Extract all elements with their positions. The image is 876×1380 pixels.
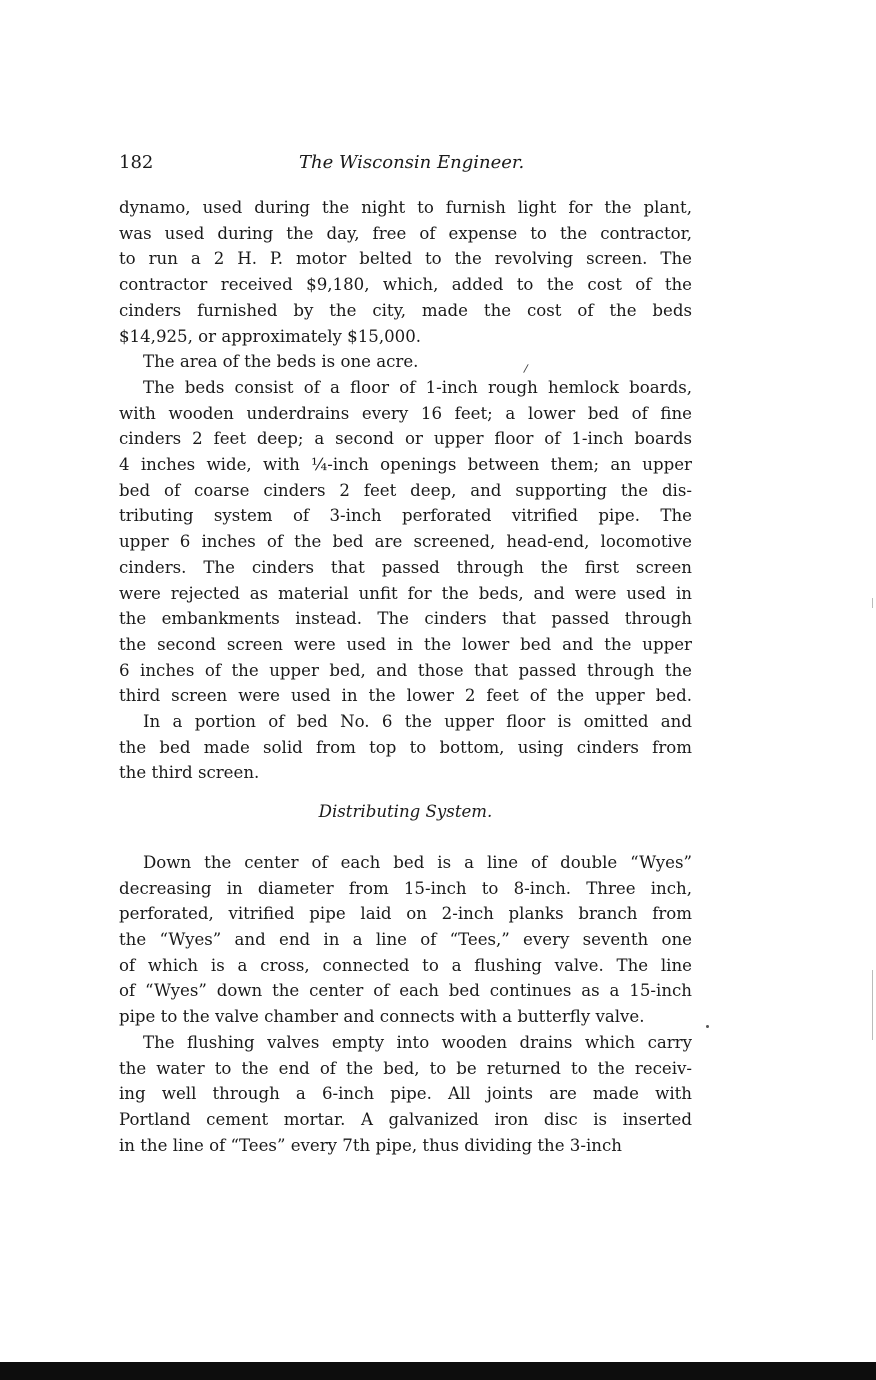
text-line: with wooden underdrains every 16 feet; a lower bed of fine bbox=[119, 403, 692, 423]
text-line: The area of the beds is one acre. bbox=[143, 352, 419, 372]
body-text bbox=[119, 195, 692, 1158]
text-line: was used during the day, free of expense to the contractor, bbox=[119, 223, 692, 243]
text-line: the embankments instead. The cinders that passed through bbox=[119, 609, 692, 629]
text-line: the “Wyes” and end in a line of “Tees,” every seventh one bbox=[119, 929, 692, 949]
text-line: 6 inches of the upper bed, and those that passed through the bbox=[119, 660, 692, 680]
text-line: The flushing valves empty into wooden drains which carry bbox=[143, 1032, 692, 1052]
paragraph bbox=[119, 375, 692, 709]
text-line: In a portion of bed No. 6 the upper floor is omitted and bbox=[143, 712, 692, 732]
text-line: 4 inches wide, with ¼-inch openings between them; an upper bbox=[119, 455, 692, 475]
text-line: pipe to the valve chamber and connects with a butterfly valve. bbox=[119, 1007, 645, 1027]
text-line: Down the center of each bed is a line of double “Wyes” bbox=[143, 852, 692, 872]
paragraph bbox=[119, 850, 692, 1030]
text-line: the bed made solid from top to bottom, using cinders from bbox=[119, 737, 692, 757]
text-line: dynamo, used during the night to furnish light for the plant, bbox=[119, 198, 692, 217]
scan-edge-line bbox=[872, 598, 873, 608]
text-line: in the line of “Tees” every 7th pipe, thus dividing the 3-inch bbox=[119, 1135, 622, 1155]
text-line: to run a 2 H. P. motor belted to the revolving screen. The bbox=[119, 249, 692, 269]
scan-edge-line bbox=[872, 970, 873, 1040]
text-line: the third screen. bbox=[119, 763, 260, 783]
text-line: The beds consist of a floor of 1-inch rough hemlock boards, bbox=[143, 377, 692, 397]
text-line: cinders 2 feet deep; a second or upper floor of 1-inch boards bbox=[119, 429, 692, 449]
text-line: third screen were used in the lower 2 feet of the upper bed. bbox=[119, 686, 692, 706]
page-number: 182 bbox=[119, 152, 154, 173]
text-line: upper 6 inches of the bed are screened, head-end, locomotive bbox=[119, 532, 692, 552]
page-header bbox=[119, 152, 692, 178]
text-line: contractor received $9,180, which, added to the cost of the bbox=[119, 275, 692, 295]
section-heading: Distributing System. bbox=[318, 802, 493, 822]
paragraph bbox=[119, 349, 692, 375]
text-line: were rejected as material unfit for the beds, and were used in bbox=[119, 583, 692, 603]
text-line: of “Wyes” down the center of each bed continues as a 15-inch bbox=[119, 981, 692, 1001]
text-line: tributing system of 3-inch perforated vitrified pipe. The bbox=[119, 506, 692, 526]
pencil-mark: / bbox=[522, 361, 530, 376]
text-line: cinders furnished by the city, made the cost of the beds bbox=[119, 300, 692, 320]
text-line: bed of coarse cinders 2 feet deep, and supporting the dis- bbox=[119, 480, 692, 500]
text-line: ing well through a 6-inch pipe. All joints are made with bbox=[119, 1084, 692, 1104]
scan-border-bar bbox=[0, 1362, 876, 1380]
text-line: the water to the end of the bed, to be returned to the receiv- bbox=[119, 1058, 692, 1078]
speck-mark bbox=[706, 1025, 709, 1028]
paragraph bbox=[119, 195, 692, 349]
text-line: Portland cement mortar. A galvanized iron disc is inserted bbox=[119, 1109, 692, 1129]
text-line: perforated, vitrified pipe laid on 2-inch planks branch from bbox=[119, 904, 692, 924]
running-title: The Wisconsin Engineer. bbox=[299, 152, 525, 173]
text-line: $14,925, or approximately $15,000. bbox=[119, 326, 422, 346]
text-line: of which is a cross, connected to a flushing valve. The line bbox=[119, 955, 692, 975]
paragraph bbox=[119, 709, 692, 786]
text-line: cinders. The cinders that passed through the first screen bbox=[119, 557, 692, 577]
text-line: the second screen were used in the lower bed and the upper bbox=[119, 634, 692, 654]
paragraph bbox=[119, 1030, 692, 1159]
text-line: decreasing in diameter from 15-inch to 8-inch. Three inch, bbox=[119, 878, 692, 898]
